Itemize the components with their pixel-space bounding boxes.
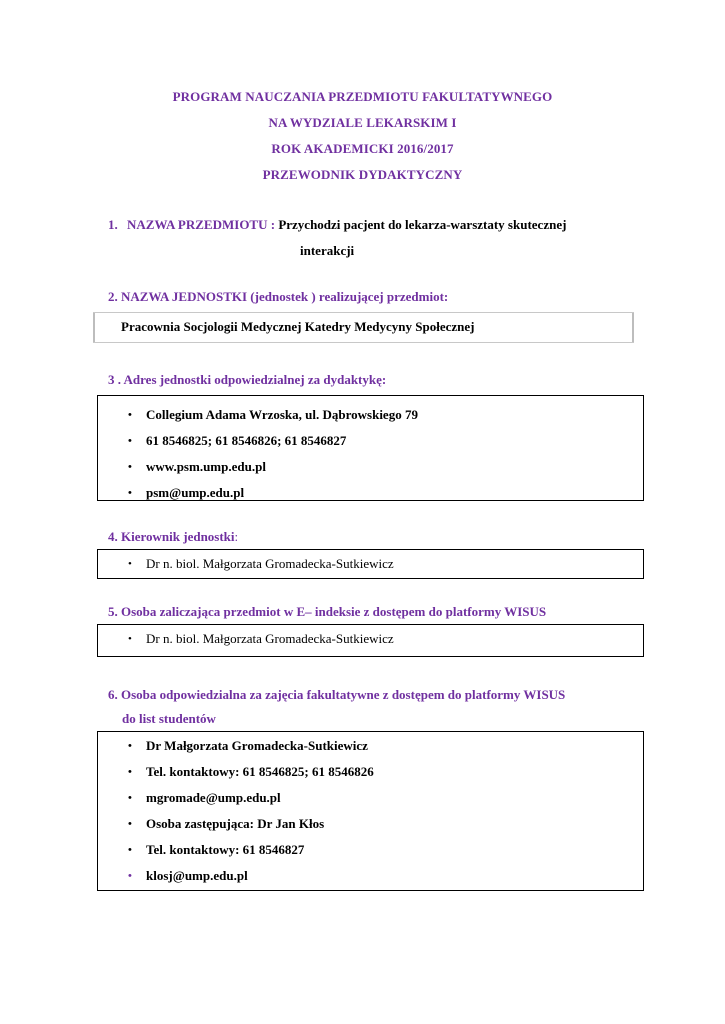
section-5-box bbox=[97, 624, 644, 657]
section-4-label: 4. Kierownik jednostki bbox=[108, 529, 235, 544]
bullet-icon: • bbox=[128, 435, 132, 447]
document-title bbox=[0, 84, 725, 188]
section-3-box bbox=[97, 395, 644, 501]
title-line-4: PRZEWODNIK DYDAKTYCZNY bbox=[262, 167, 463, 182]
bullet-icon: • bbox=[128, 409, 132, 421]
list-item: • klosj@ump.edu.pl bbox=[98, 863, 643, 889]
list-item: • Tel. kontaktowy: 61 8546827 bbox=[98, 837, 643, 863]
section-6-label-cont: do list studentów bbox=[122, 711, 216, 726]
bullet-icon: • bbox=[128, 766, 132, 778]
section-4-list bbox=[98, 555, 643, 573]
section-3-list bbox=[98, 402, 643, 506]
list-item: • mgromade@ump.edu.pl bbox=[98, 785, 643, 811]
title-line-1: PROGRAM NAUCZANIA PRZEDMIOTU FAKULTATYWNEGO bbox=[172, 89, 553, 104]
list-item: • www.psm.ump.edu.pl bbox=[98, 454, 643, 480]
section-6-box bbox=[97, 731, 644, 891]
list-item: • Dr Małgorzata Gromadecka-Sutkiewicz bbox=[98, 733, 643, 759]
bullet-icon: • bbox=[128, 870, 132, 882]
section-1-label: NAZWA PRZEDMIOTU : bbox=[127, 217, 279, 232]
section-4-heading bbox=[108, 529, 238, 545]
bullet-icon: • bbox=[128, 844, 132, 856]
section-2-value: Pracownia Socjologii Medycznej Katedry Medycyny Społecznej bbox=[121, 319, 475, 334]
section-2-box bbox=[93, 312, 634, 343]
bullet-icon: • bbox=[128, 461, 132, 473]
title-line-3: ROK AKADEMICKI 2016/2017 bbox=[271, 141, 454, 156]
title-line-2: NA WYDZIALE LEKARSKIM I bbox=[268, 115, 457, 130]
section-5-label: 5. Osoba zaliczająca przedmiot w E– indeksie z dostępem do platformy WISUS bbox=[108, 604, 547, 619]
section-1-number: 1. bbox=[108, 217, 118, 232]
list-item: • Dr n. biol. Małgorzata Gromadecka-Sutkiewicz bbox=[128, 556, 394, 571]
section-6-label: 6. Osoba odpowiedzialna za zajęcia fakultatywne z dostępem do platformy WISUS bbox=[108, 687, 566, 702]
section-2-label: 2. NAZWA JEDNOSTKI (jednostek ) realizującej przedmiot: bbox=[108, 289, 449, 304]
section-6-list bbox=[98, 733, 643, 889]
bullet-icon: • bbox=[128, 558, 132, 570]
list-item: • Dr n. biol. Małgorzata Gromadecka-Sutkiewicz bbox=[128, 631, 394, 646]
section-4-box bbox=[97, 549, 644, 579]
bullet-icon: • bbox=[128, 487, 132, 499]
bullet-icon: • bbox=[128, 792, 132, 804]
section-1-value: Przychodzi pacjent do lekarza-warsztaty skutecznej bbox=[278, 217, 567, 232]
section-1 bbox=[108, 212, 668, 264]
bullet-icon: • bbox=[128, 740, 132, 752]
section-1-value-cont: interakcji bbox=[300, 243, 355, 258]
list-item: • Osoba zastępująca: Dr Jan Kłos bbox=[98, 811, 643, 837]
bullet-icon: • bbox=[128, 633, 132, 645]
list-item: • 61 8546825; 61 8546826; 61 8546827 bbox=[98, 428, 643, 454]
section-5-list bbox=[98, 630, 643, 648]
list-item: • Collegium Adama Wrzoska, ul. Dąbrowskiego 79 bbox=[98, 402, 643, 428]
section-6-heading bbox=[108, 683, 565, 731]
bullet-icon: • bbox=[128, 818, 132, 830]
section-4-colon: : bbox=[234, 529, 239, 544]
list-item: • Tel. kontaktowy: 61 8546825; 61 8546826 bbox=[98, 759, 643, 785]
list-item: • psm@ump.edu.pl bbox=[98, 480, 643, 506]
section-3-label: 3 . Adres jednostki odpowiedzialnej za dydaktykę: bbox=[108, 372, 387, 387]
